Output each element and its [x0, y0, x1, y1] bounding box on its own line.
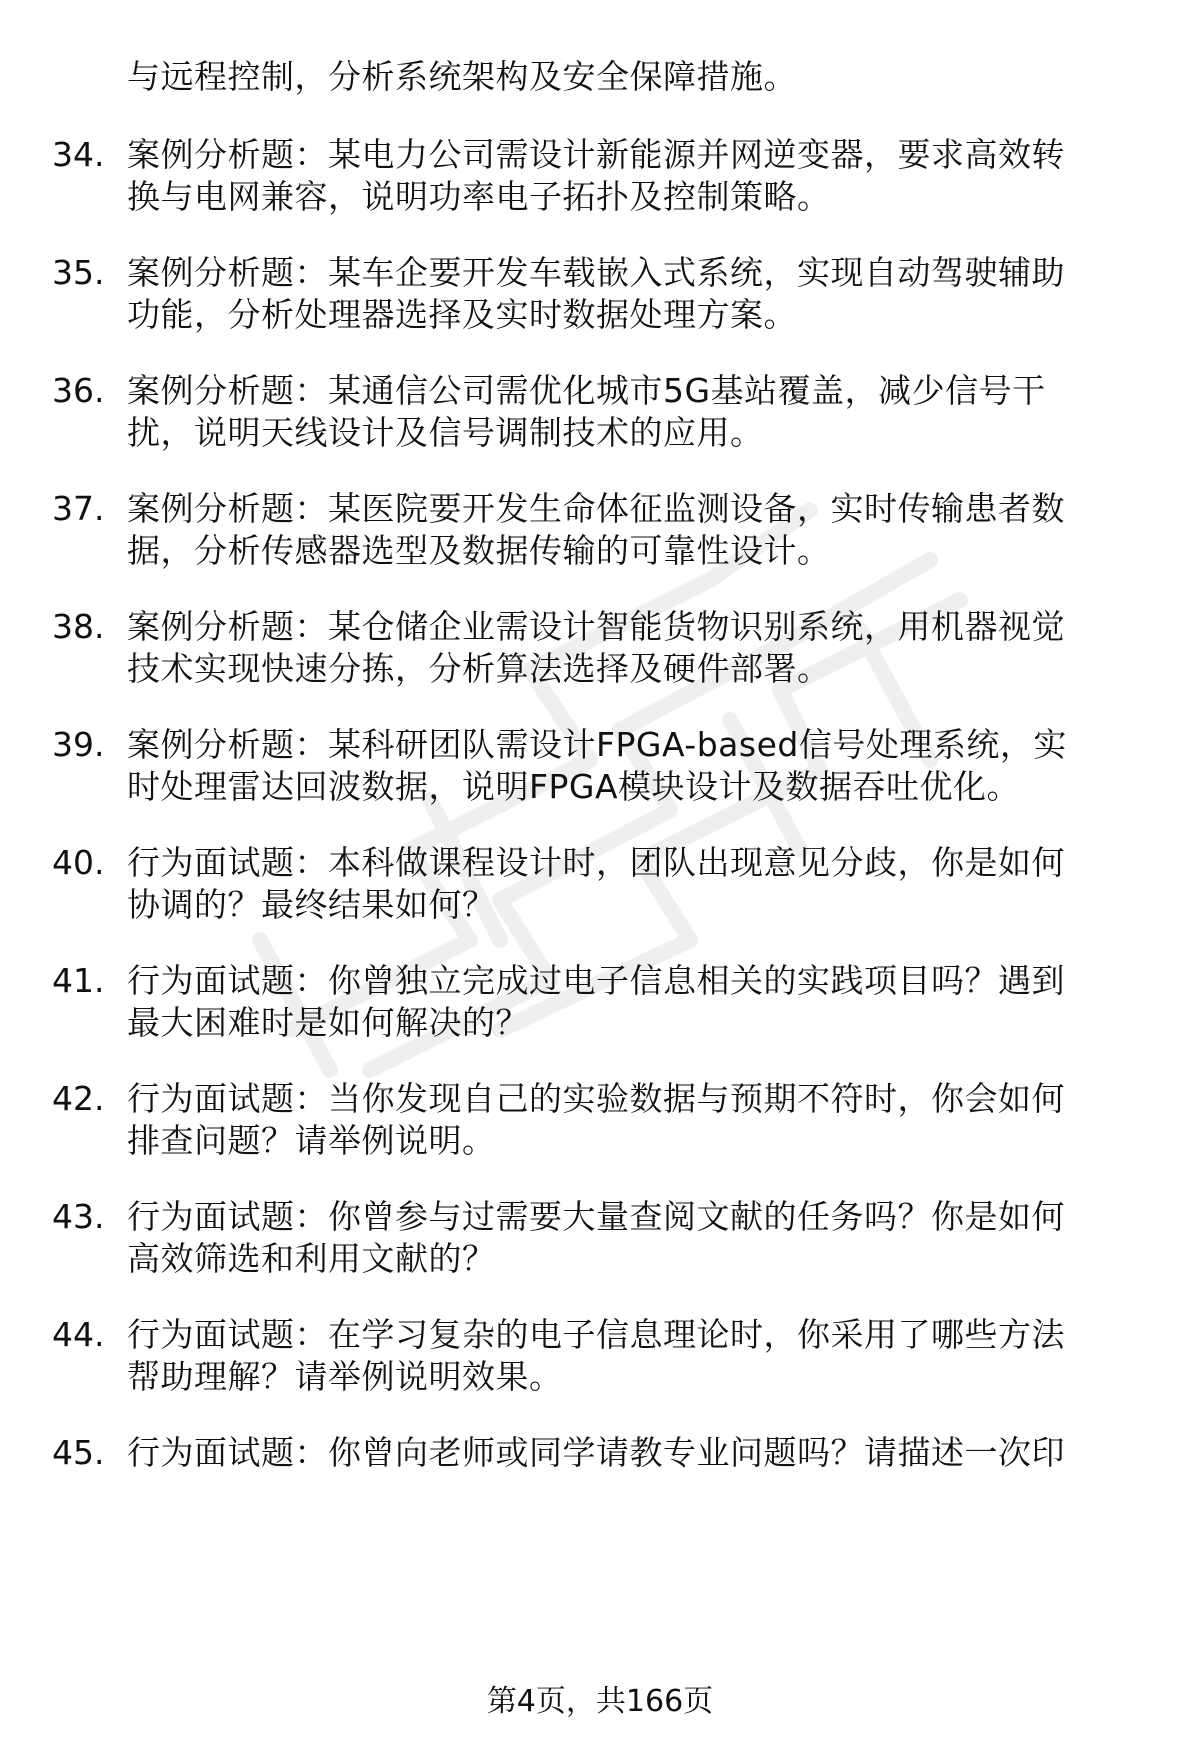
question-text: 功能，分析处理器选择及实时数据处理方案。: [127, 295, 797, 334]
question-text: 行为面试题：当你发现自己的实验数据与预期不符时，你会如何: [127, 1079, 1065, 1118]
question-number: 44.: [52, 1315, 105, 1354]
question-text: 案例分析题：某仓储企业需设计智能货物识别系统，用机器视觉: [127, 607, 1065, 646]
question-text: 最大困难时是如何解决的？: [127, 1003, 529, 1042]
question-number: 40.: [52, 843, 105, 882]
question-number: 36.: [52, 371, 105, 410]
question-text: 行为面试题：本科做课程设计时，团队出现意见分歧，你是如何: [127, 843, 1065, 882]
question-text: 案例分析题：某医院要开发生命体征监测设备，实时传输患者数: [127, 489, 1065, 528]
page-footer: 第4页，共166页: [486, 1684, 714, 1719]
question-text: 案例分析题：某电力公司需设计新能源并网逆变器，要求高效转: [127, 135, 1065, 174]
question-text: 案例分析题：某科研团队需设计FPGA-based信号处理系统，实: [127, 725, 1067, 764]
question-number: 38.: [52, 607, 105, 646]
question-number: 42.: [52, 1079, 105, 1118]
question-number: 41.: [52, 961, 105, 1000]
question-number: 43.: [52, 1197, 105, 1236]
question-number: 39.: [52, 725, 105, 764]
question-number: 37.: [52, 489, 105, 528]
question-text: 排查问题？请举例说明。: [127, 1121, 496, 1160]
question-text: 案例分析题：某车企要开发车载嵌入式系统，实现自动驾驶辅助: [127, 253, 1065, 292]
question-text: 行为面试题：你曾独立完成过电子信息相关的实践项目吗？遇到: [127, 961, 1065, 1000]
question-text: 时处理雷达回波数据，说明FPGA模块设计及数据吞吐优化。: [127, 767, 1021, 806]
question-text: 高效筛选和利用文献的？: [127, 1239, 496, 1278]
question-number: 35.: [52, 253, 105, 292]
question-text: 换与电网兼容，说明功率电子拓扑及控制策略。: [127, 177, 831, 216]
question-text: 技术实现快速分拣，分析算法选择及硬件部署。: [127, 649, 831, 688]
question-text: 行为面试题：你曾向老师或同学请教专业问题吗？请描述一次印: [127, 1433, 1065, 1472]
question-number: 45.: [52, 1433, 105, 1472]
question-text: 行为面试题：你曾参与过需要大量查阅文献的任务吗？你是如何: [127, 1197, 1065, 1236]
question-number: 34.: [52, 135, 105, 174]
question-text: 扰，说明天线设计及信号调制技术的应用。: [127, 413, 764, 452]
question-text: 帮助理解？请举例说明效果。: [127, 1357, 563, 1396]
question-text: 与远程控制，分析系统架构及安全保障措施。: [127, 57, 797, 96]
question-text: 据，分析传感器选型及数据传输的可靠性设计。: [127, 531, 831, 570]
question-text: 协调的？最终结果如何？: [127, 885, 496, 924]
question-text: 案例分析题：某通信公司需优化城市5G基站覆盖，减少信号干: [127, 371, 1046, 410]
question-text: 行为面试题：在学习复杂的电子信息理论时，你采用了哪些方法: [127, 1315, 1065, 1354]
